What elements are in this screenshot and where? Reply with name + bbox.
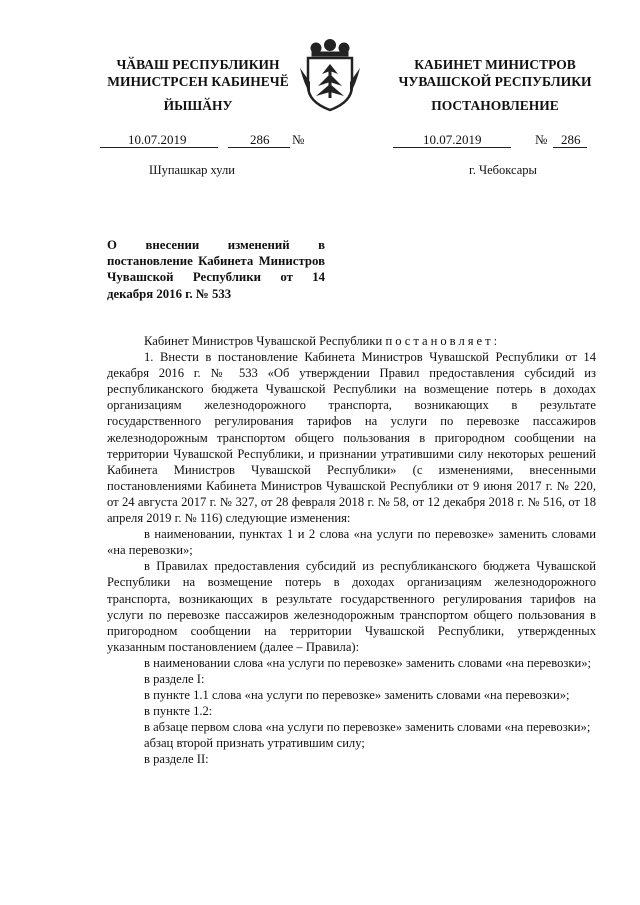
- header-right-title: ПОСТАНОВЛЕНИЕ: [431, 98, 559, 113]
- body-paragraph: в Правилах предоставления субсидий из республиканского бюджета Чувашской Республики на возмещение потерь в доходах организациям железнодорожного транспорта, возникающих в результате государственного регулирования тарифов на услуги по перевозке пассажиров железнодорожным транспортом общего пользования в пригородном сообщении на территории Чувашской Республики, утвержденных указанным постановлением (далее – Правила):: [107, 559, 596, 654]
- number-sign-right: №: [535, 132, 548, 147]
- number-left: 286: [250, 132, 270, 147]
- header-left-line2: МИНИСТРСЕН КАБИНЕЧӖ: [107, 74, 289, 89]
- body-paragraph: в пункте 1.1 слова «на услуги по перевозке» заменить словами «на перевозки»;: [144, 688, 570, 703]
- body-paragraph: в наименовании, пунктах 1 и 2 слова «на услуги по перевозке» заменить словами «на перевозки»;: [107, 527, 596, 558]
- body-paragraph: в разделе II:: [144, 752, 209, 767]
- document-subject: О внесении изменений в постановление Кабинета Министров Чувашской Республики от 14 декабря 2016 г. № 533: [107, 238, 325, 301]
- body-paragraph: 1. Внести в постановление Кабинета Министров Чувашской Республики от 14 декабря 2016 г. № 533 «Об утверждении Правил предоставления субсидий из республиканского бюджета Чувашской Республики на возмещение потерь в доходах организациям железнодорожного транспорта, возникающих в результате государственного регулирования тарифов на услуги по перевозке пассажиров железнодорожным транспортом общего пользования в пригородном сообщении на территории Чувашской Республики, и признании утратившими силу некоторых решений Кабинета Министров Чувашской Республики» (с изменениями, внесенными постановлениями Кабинета Министров Чувашской Республики от 9 июня 2017 г. № 220, от 24 августа 2017 г. № 327, от 28 февраля 2018 г. № 58, от 12 декабря 2018 г. № 516, от 18 апреля 2019 г. № 116) следующие изменения:: [107, 350, 596, 526]
- dateline-right: [393, 132, 593, 149]
- body-paragraph: в разделе I:: [144, 671, 205, 686]
- document-body: [107, 333, 596, 768]
- header-left-title: ЙЫШӐНУ: [163, 98, 233, 113]
- body-paragraph: в пункте 1.2:: [144, 704, 213, 719]
- intro-line: [107, 333, 596, 349]
- dateline-left: [100, 132, 310, 149]
- intro-text: Кабинет Министров Чувашской Республики: [144, 334, 383, 348]
- header-left-line1: ЧӐВАШ РЕСПУБЛИКИН: [116, 57, 280, 72]
- date-right: 10.07.2019: [423, 132, 482, 147]
- date-left: 10.07.2019: [128, 132, 187, 147]
- number-sign-left: №: [292, 132, 305, 147]
- body-paragraph: в наименовании слова «на услуги по перевозке» заменить словами «на перевозки»;: [144, 655, 592, 670]
- body-paragraph: абзац второй признать утратившим силу;: [144, 736, 365, 751]
- body-paragraph: в абзаце первом слова «на услуги по перевозке» заменить словами «на перевозки»;: [144, 720, 591, 735]
- header-left: [73, 56, 323, 90]
- number-right: 286: [561, 132, 581, 147]
- chuvash-coat-of-arms-icon: [298, 38, 362, 114]
- place-left: Шупашкар хули: [149, 163, 235, 177]
- intro-verb: постановляет:: [385, 334, 501, 348]
- header-right: [360, 56, 630, 90]
- header-right-line2: ЧУВАШСКОЙ РЕСПУБЛИКИ: [398, 74, 592, 89]
- place-right: г. Чебоксары: [469, 163, 537, 177]
- header-right-line1: КАБИНЕТ МИНИСТРОВ: [414, 57, 576, 72]
